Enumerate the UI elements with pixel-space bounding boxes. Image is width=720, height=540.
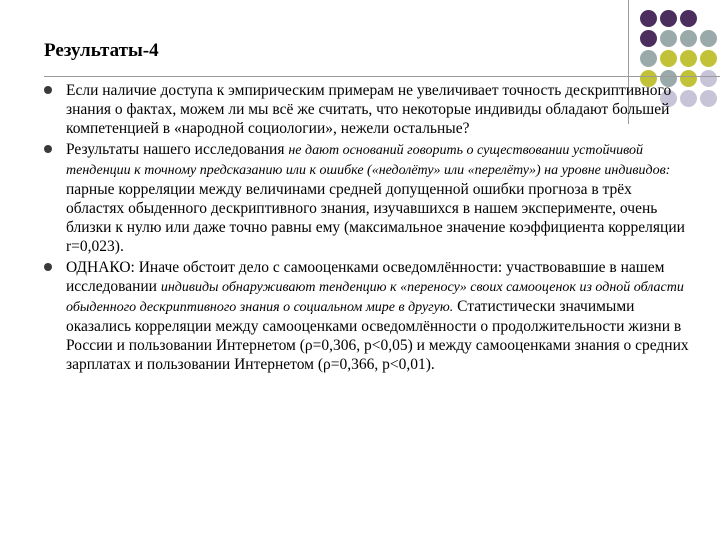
decor-dot [640,10,657,27]
decor-dot [700,70,717,87]
title-divider [44,76,720,77]
bullet-text: ОДНАКО: Иначе обстоит дело с самооценками осведомлённости: участвовавшие в нашем исследовании [66,259,665,295]
decor-dot [700,30,717,47]
bullet-list [44,81,690,376]
decor-dot [640,30,657,47]
decor-dot [680,50,697,67]
bullet-item [44,140,690,256]
decor-dot [660,30,677,47]
decor-dot [660,10,677,27]
bullet-marker [44,86,52,94]
bullet-text: Если наличие доступа к эмпирическим примерам не увеличивает точность дескриптивного знания о фактах, можем ли мы всё же считать, что некоторые индивиды обладают большей компетенцией в «народной социологии», нежели остальные? [66,82,672,137]
decor-dot [700,50,717,67]
decor-dot [640,50,657,67]
bullet-marker [44,145,52,153]
decor-dot [700,90,717,107]
bullet-text-italic: не дают оснований говорить о существовании устойчивой тенденции к точному предсказанию или к ошибке («недолёту» или «перелёту») на уровне индивидов: [66,143,671,178]
slide-title: Результаты-4 [44,40,159,61]
decor-dot [680,10,697,27]
bullet-marker [44,263,52,271]
bullet-text: Статистически значимыми оказались корреляции между самооценками осведомлённости о продолжительности жизни в России и пользовании Интернетом (ρ=0,306, р<0,05) и между самооценками знания о средних зарплатах и пользовании Интернетом (ρ=0,366, р<0,01). [66,298,689,373]
bullet-item [44,81,690,138]
bullet-text: Результаты нашего исследования [66,141,289,158]
bullet-text-italic: индивиды обнаруживают тенденцию к «переносу» своих самооценок из одной области обыденного дескриптивного знания о социальном мире в другую. [66,280,684,315]
decor-dot [660,50,677,67]
decor-dot [680,30,697,47]
bullet-text: парные корреляции между величинами средней допущенной ошибки прогноза в трёх областях обыденного дескриптивного знания, изучавшихся в нашем эксперименте, очень близки к нулю или даже точно равны ему (максимальное значение коэффициента корреляции r=0,023). [66,181,685,255]
bullet-item [44,258,690,374]
